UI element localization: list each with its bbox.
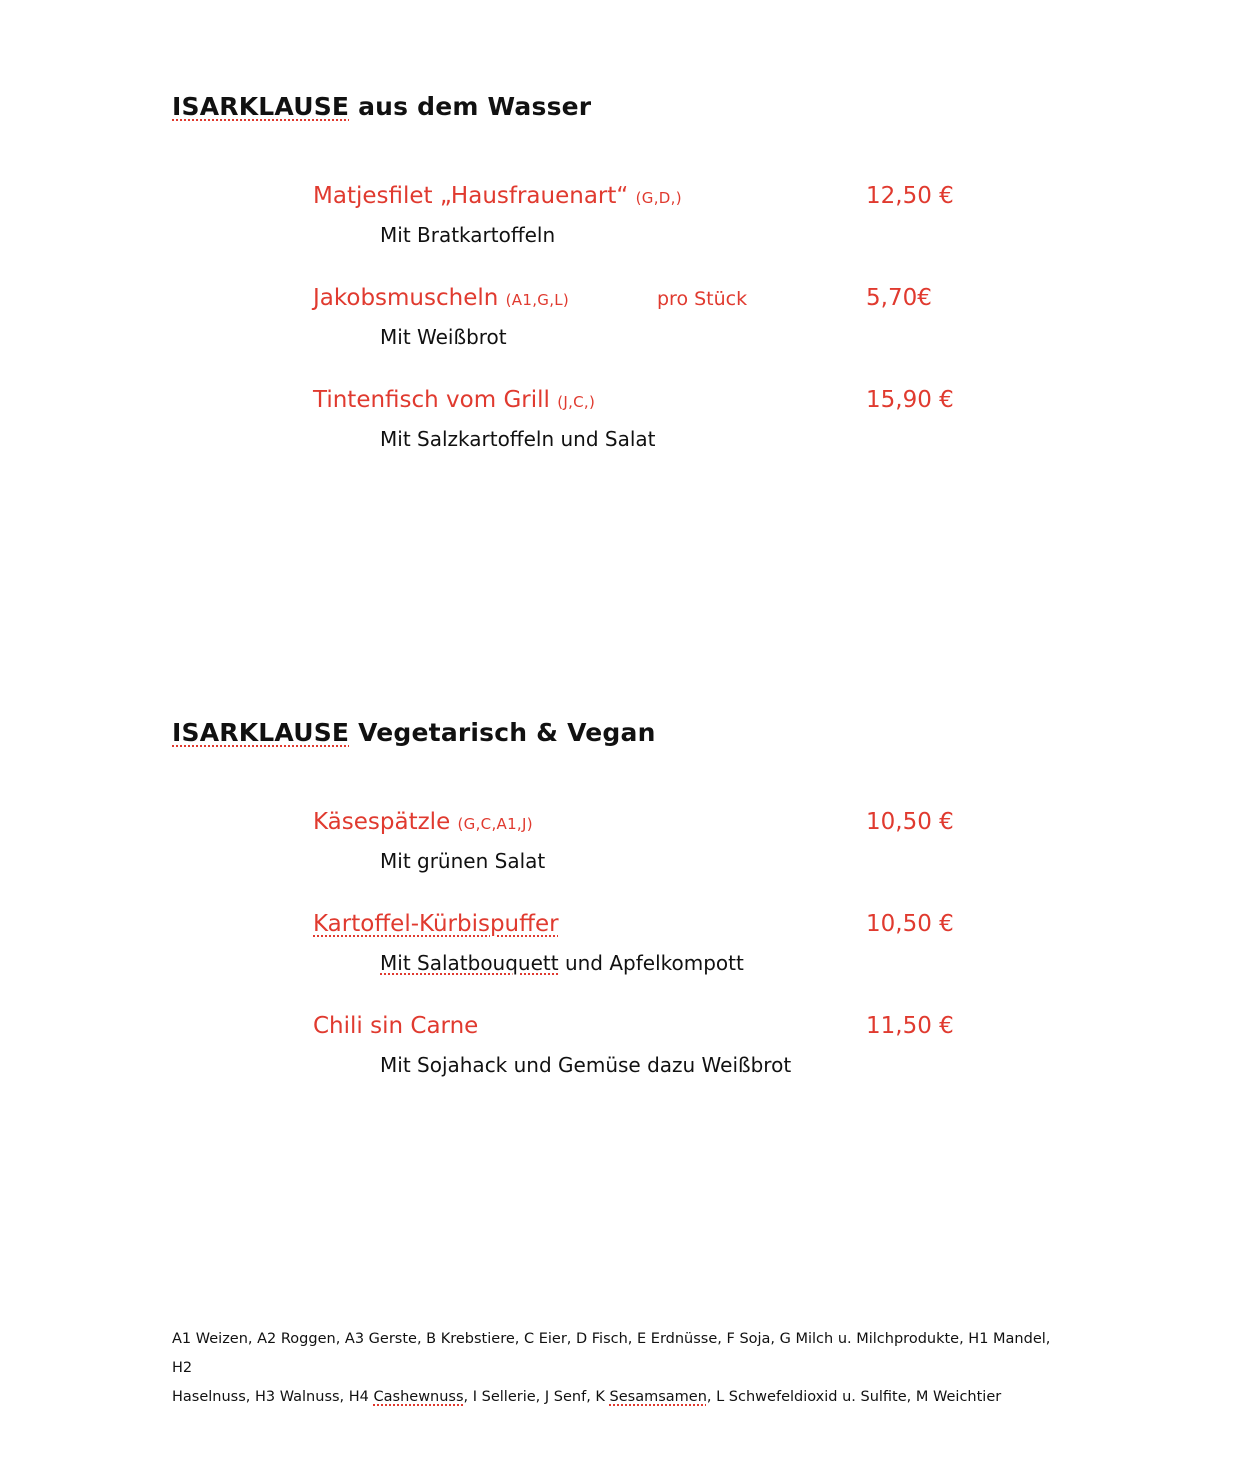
menu-item-allergens: (J,C,) (557, 393, 596, 411)
menu-item-name: Matjesfilet „Hausfrauenart“ (G,D,) (313, 183, 682, 209)
menu-item-price: 5,70€ (866, 285, 932, 311)
allergen-legend-line: A1 Weizen, A2 Roggen, A3 Gerste, B Krebstiere, C Eier, D Fisch, E Erdnüsse, F Soja, G Milch u. Milchprodukte, H1 Mandel, H2 (172, 1331, 1051, 1376)
menu-item-allergens: (A1,G,L) (505, 291, 570, 309)
menu-item-name: Chili sin Carne (313, 1013, 479, 1039)
menu-item (0, 809, 1239, 911)
menu-item-name: Jakobsmuscheln (A1,G,L) (313, 285, 570, 311)
menu-item-description: Mit Salatbouquett und Apfelkompott (380, 951, 744, 975)
menu-item-price: 11,50 € (866, 1013, 954, 1039)
menu-item-note: pro Stück (657, 288, 748, 310)
brand-name: ISARKLAUSE (172, 92, 350, 121)
menu-item (0, 183, 1239, 285)
menu-item-allergens: (G,C,A1,J) (457, 815, 533, 833)
menu-item-list (0, 809, 1239, 1115)
brand-name: ISARKLAUSE (172, 718, 350, 747)
menu-item (0, 285, 1239, 387)
menu-section-fish (0, 92, 1239, 489)
allergen-legend (172, 1325, 1072, 1412)
section-heading-rest: Vegetarisch & Vegan (349, 718, 656, 747)
menu-item-description: Mit Weißbrot (380, 325, 507, 349)
menu-item-description: Mit Salzkartoffeln und Salat (380, 427, 656, 451)
menu-item-price: 10,50 € (866, 809, 954, 835)
menu-item-name: Tintenfisch vom Grill (J,C,) (313, 387, 596, 413)
menu-item (0, 1013, 1239, 1115)
section-heading-rest: aus dem Wasser (349, 92, 592, 121)
menu-item (0, 911, 1239, 1013)
menu-item-name: Kartoffel-Kürbispuffer (313, 911, 559, 937)
menu-item-description: Mit Sojahack und Gemüse dazu Weißbrot (380, 1053, 792, 1077)
menu-item-name: Käsespätzle (G,C,A1,J) (313, 809, 533, 835)
menu-item-price: 15,90 € (866, 387, 954, 413)
menu-item-list (0, 183, 1239, 489)
section-heading (172, 718, 1239, 747)
menu-item-description: Mit grünen Salat (380, 849, 546, 873)
section-heading (172, 92, 1239, 121)
menu-item-description: Mit Bratkartoffeln (380, 223, 556, 247)
menu-section-vegetarian (0, 718, 1239, 1115)
menu-item-price: 10,50 € (866, 911, 954, 937)
menu-item-allergens: (G,D,) (635, 189, 682, 207)
menu-item (0, 387, 1239, 489)
allergen-legend-line: Haselnuss, H3 Walnuss, H4 Cashewnuss, I Sellerie, J Senf, K Sesamsamen, L Schwefeldioxid u. Sulfite, M Weichtier (172, 1389, 1002, 1405)
menu-item-price: 12,50 € (866, 183, 954, 209)
